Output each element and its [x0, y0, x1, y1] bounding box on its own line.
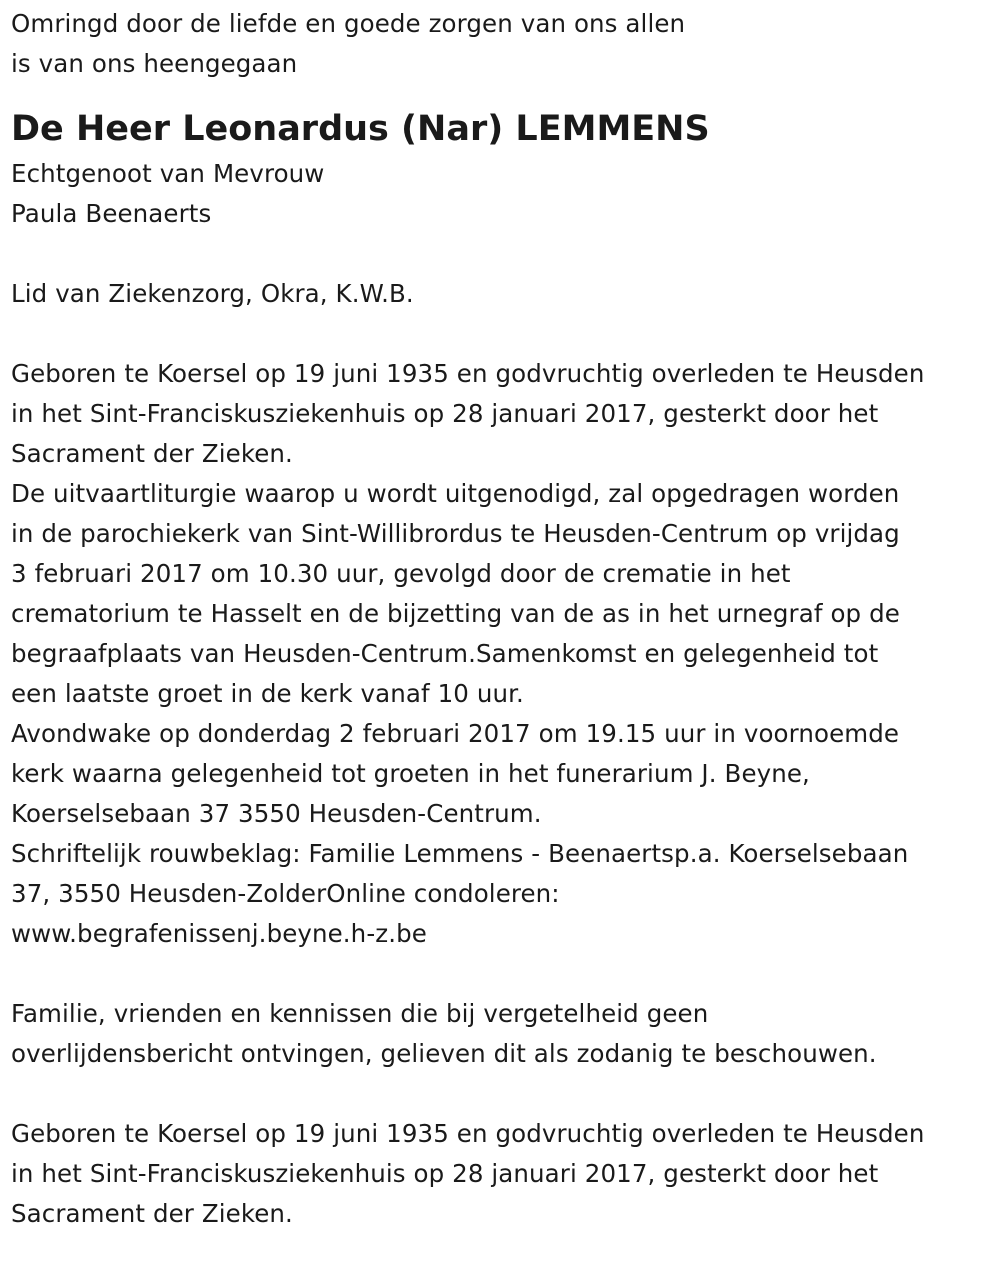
repeat-line: Geboren te Koersel op 19 juni 1935 en godvruchtig overleden te Heusden [11, 1119, 925, 1148]
details-line: in het Sint-Franciskusziekenhuis op 28 januari 2017, gesterkt door het [11, 399, 879, 428]
details-line: 3 februari 2017 om 10.30 uur, gevolgd door de crematie in het [11, 559, 791, 588]
details-line: Sacrament der Zieken. [11, 439, 293, 468]
spouse-line: Echtgenoot van Mevrouw [11, 159, 325, 188]
details-line: begraafplaats van Heusden-Centrum.Samenkomst en gelegenheid tot [11, 639, 879, 668]
spacer [11, 1074, 996, 1114]
intro-line: Omringd door de liefde en goede zorgen van ons allen [11, 9, 686, 38]
repeat-line: in het Sint-Franciskusziekenhuis op 28 januari 2017, gesterkt door het [11, 1159, 879, 1188]
spacer [11, 234, 996, 274]
details-line: Avondwake op donderdag 2 februari 2017 om 19.15 uur in voornoemde [11, 719, 900, 748]
notice-line: Familie, vrienden en kennissen die bij vergetelheid geen [11, 999, 709, 1028]
details-line: Koerselsebaan 37 3550 Heusden-Centrum. [11, 799, 542, 828]
membership-line: Lid van Ziekenzorg, Okra, K.W.B. [11, 279, 414, 308]
spouse-block [11, 154, 996, 234]
notice-block [11, 994, 996, 1074]
details-line: Schriftelijk rouwbeklag: Familie Lemmens - Beenaertsp.a. Koerselsebaan [11, 839, 909, 868]
details-line: in de parochiekerk van Sint-Willibrordus te Heusden-Centrum op vrijdag [11, 519, 900, 548]
spacer [11, 314, 996, 354]
notice-line: overlijdensbericht ontvingen, gelieven dit als zodanig te beschouwen. [11, 1039, 877, 1068]
deceased-name: De Heer Leonardus (Nar) LEMMENS [11, 109, 710, 149]
obituary-document [11, 4, 996, 1234]
details-line: 37, 3550 Heusden-ZolderOnline condoleren: [11, 879, 560, 908]
website-link[interactable]: www.begrafenissenj.beyne.h-z.be [11, 919, 427, 948]
details-line: kerk waarna gelegenheid tot groeten in het funerarium J. Beyne, [11, 759, 810, 788]
spouse-line: Paula Beenaerts [11, 199, 212, 228]
spacer [11, 954, 996, 994]
details-block [11, 354, 996, 954]
details-line: Geboren te Koersel op 19 juni 1935 en godvruchtig overleden te Heusden [11, 359, 925, 388]
intro-line: is van ons heengegaan [11, 49, 298, 78]
repeat-block [11, 1114, 996, 1234]
details-line: De uitvaartliturgie waarop u wordt uitgenodigd, zal opgedragen worden [11, 479, 900, 508]
details-line: een laatste groet in de kerk vanaf 10 uur. [11, 679, 524, 708]
intro-block [11, 4, 996, 84]
details-line: crematorium te Hasselt en de bijzetting van de as in het urnegraf op de [11, 599, 900, 628]
repeat-line: Sacrament der Zieken. [11, 1199, 293, 1228]
